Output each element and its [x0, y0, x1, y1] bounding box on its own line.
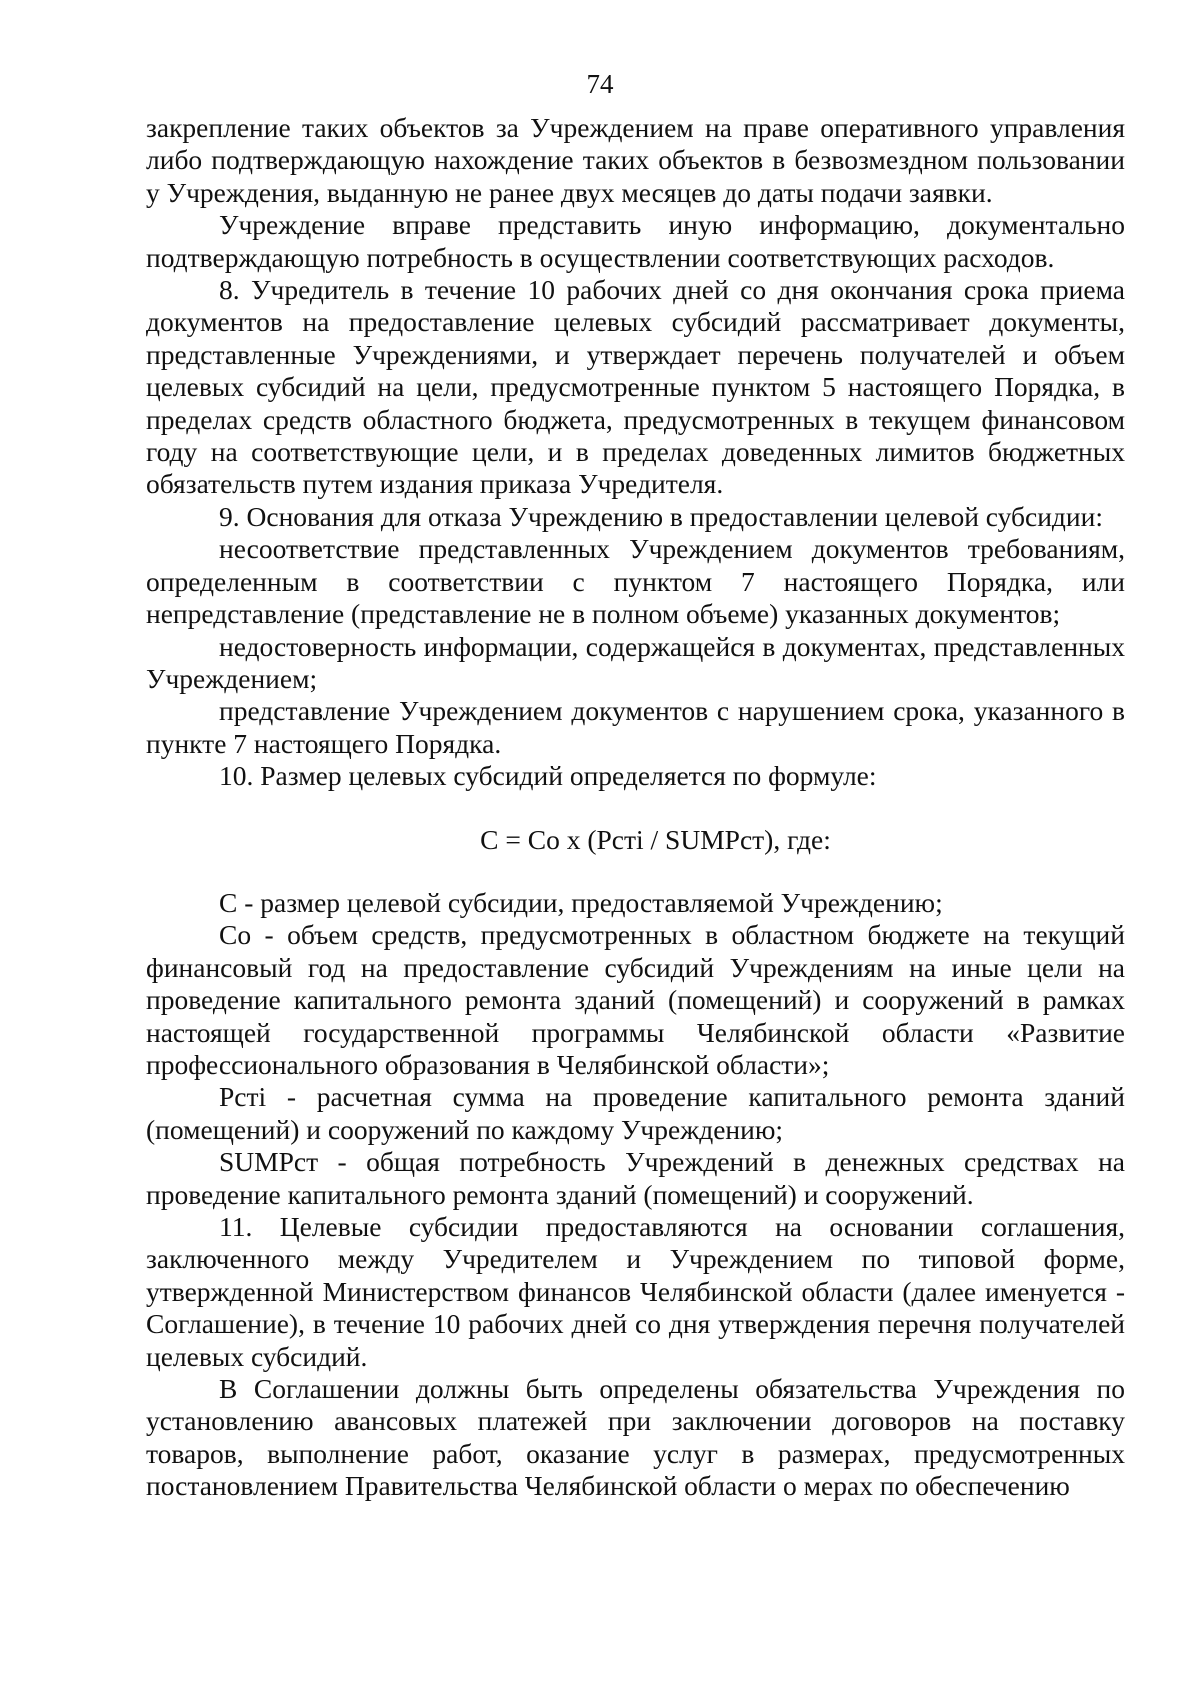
paragraph-item-8: 8. Учредитель в течение 10 рабочих дней со дня окончания срока приема документов на предоставление целевых субсидий рассматривает документы, представленные Учреждениями, и утверждает перечень получателей и объем целевых субсидий на цели, предусмотренные пунктом 5 настоящего Порядка, в пределах средств областного бюджета, предусмотренных в текущем финансовом году на соответствующие цели, и в пределах доведенных лимитов бюджетных обязательств путем издания приказа Учредителя. [146, 274, 1125, 500]
paragraph-item-11: 11. Целевые субсидии предоставляются на основании соглашения, заключенного между Учредителем и Учреждением по типовой форме, утвержденной Министерством финансов Челябинской области (далее именуется - Соглашение), в течение 10 рабочих дней со дня утверждения перечня получателей целевых субсидий. [146, 1211, 1125, 1372]
paragraph-additional-info: Учреждение вправе представить иную информацию, документально подтверждающую потребность в осуществлении соответствующих расходов. [146, 209, 1125, 273]
definition-co: Со - объем средств, предусмотренных в областном бюджете на текущий финансовый год на предоставление субсидий Учреждениям на иные цели на проведение капитального ремонта зданий (помещений) и сооружений в рамках настоящей государственной программы Челябинской области «Развитие профессионального образования в Челябинской области»; [146, 919, 1125, 1080]
paragraph-agreement-obligations: В Соглашении должны быть определены обязательства Учреждения по установлению авансовых платежей при заключении договоров на поставку товаров, выполнение работ, оказание услуг в размерах, предусмотренных постановлением Правительства Челябинской области о мерах по обеспечению [146, 1373, 1125, 1502]
paragraph-item-10: 10. Размер целевых субсидий определяется по формуле: [219, 760, 877, 792]
page-number: 74 [586, 69, 614, 99]
paragraph-refusal-reason-2: недостоверность информации, содержащейся в документах, представленных Учреждением; [146, 630, 1125, 694]
definition-sumrst: SUMРст - общая потребность Учреждений в денежных средствах на проведение капитального ремонта зданий (помещений) и сооружений. [146, 1146, 1125, 1210]
definition-c: С - размер целевой субсидии, предоставляемой Учреждению; [219, 886, 943, 918]
subsidy-formula: С = Со х (Рcтi / SUMРст), где: [480, 823, 831, 855]
paragraph-refusal-reason-3: представление Учреждением документов с нарушением срока, указанного в пункте 7 настоящего Порядка. [146, 695, 1125, 759]
paragraph-continuation: закрепление таких объектов за Учреждением на праве оперативного управления либо подтверждающую нахождение таких объектов в безвозмездном пользовании у Учреждения, выданную не ранее двух месяцев до даты подачи заявки. [146, 112, 1125, 208]
paragraph-refusal-reason-1: несоответствие представленных Учреждением документов требованиям, определенным в соответствии с пунктом 7 настоящего Порядка, или непредставление (представление не в полном объеме) указанных документов; [146, 533, 1125, 630]
definition-rcti: Рcтi - расчетная сумма на проведение капитального ремонта зданий (помещений) и сооружений по каждому Учреждению; [146, 1081, 1125, 1145]
document-body [146, 112, 1125, 1503]
paragraph-item-9: 9. Основания для отказа Учреждению в предоставлении целевой субсидии: [219, 500, 1104, 532]
